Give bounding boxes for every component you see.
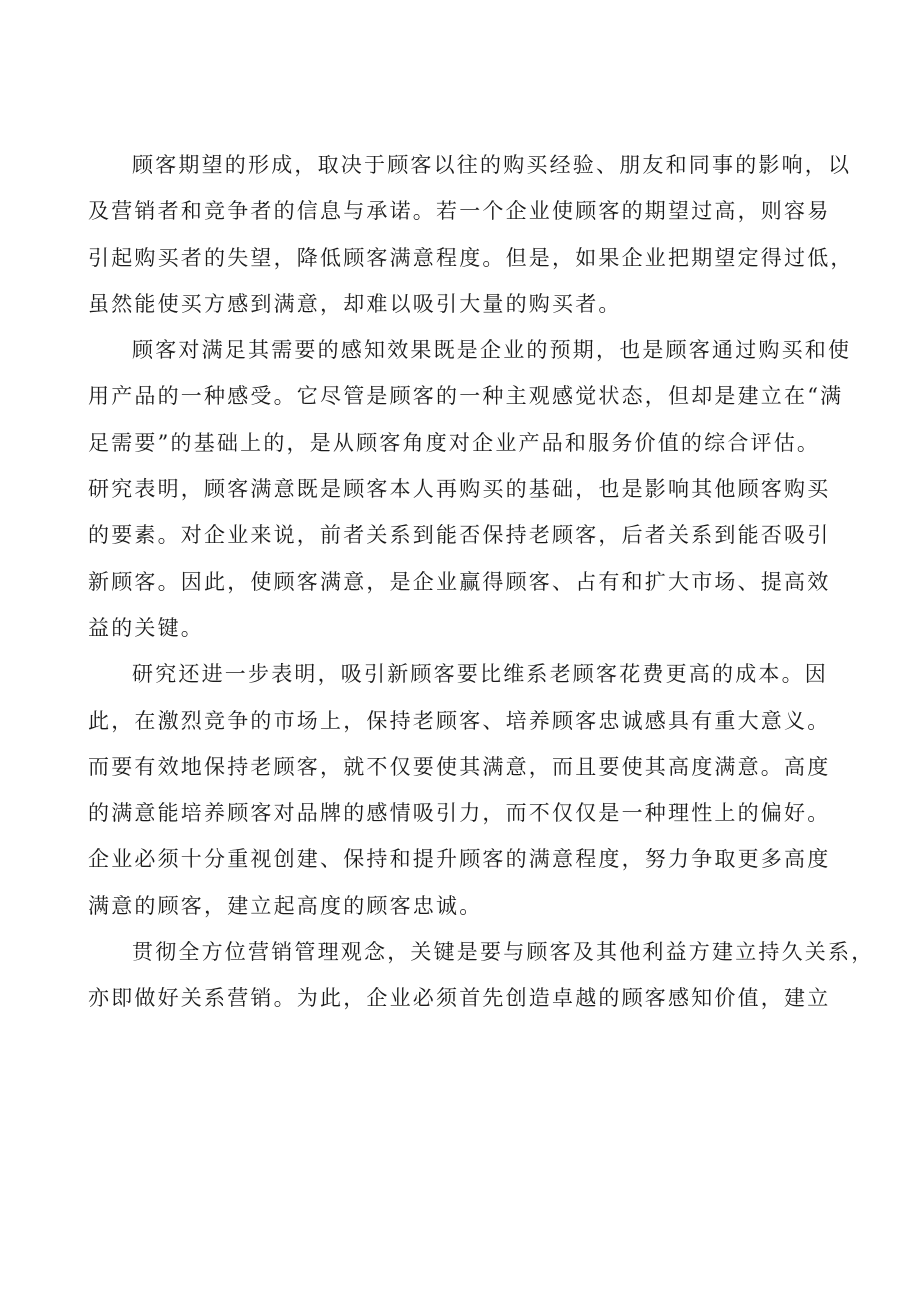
text-line: 而要有效地保持老顾客，就不仅要使其满意，而且要使其高度满意。高度	[88, 754, 831, 779]
text-line: 虽然能使买方感到满意，却难以吸引大量的购买者。	[88, 291, 622, 316]
paragraph-1	[88, 142, 854, 327]
text-line: 满意的顾客，建立起高度的顾客忠诚。	[88, 893, 483, 918]
paragraph-2	[88, 327, 852, 651]
text-line: 的要素。对企业来说，前者关系到能否保持老顾客，后者关系到能否吸引	[88, 523, 831, 548]
document-body	[88, 142, 875, 1022]
paragraph-3	[88, 651, 844, 929]
text-line: 贯彻全方位营销管理观念，关键是要与顾客及其他利益方建立持久关系，	[132, 940, 875, 965]
text-line: 顾客对满足其需要的感知效果既是企业的预期，也是顾客通过购买和使	[132, 338, 852, 363]
text-line: 顾客期望的形成，取决于顾客以往的购买经验、朋友和同事的影响，以	[132, 153, 852, 177]
text-line: 用产品的一种感受。它尽管是顾客的一种主观感觉状态，但却是建立在“满	[88, 384, 844, 409]
text-line: 此，在激烈竞争的市场上，保持老顾客、培养顾客忠诚感具有重大意义。	[88, 708, 831, 733]
text-line: 研究还进一步表明，吸引新顾客要比维系老顾客花费更高的成本。因	[132, 662, 828, 687]
text-line: 亦即做好关系营销。为此，企业必须首先创造卓越的顾客感知价值，建立	[88, 986, 831, 1011]
text-line: 新顾客。因此，使顾客满意，是企业赢得顾客、占有和扩大市场、提高效	[88, 569, 831, 594]
text-line: 引起购买者的失望，降低顾客满意程度。但是，如果企业把期望定得过低，	[88, 245, 854, 270]
text-line: 研究表明，顾客满意既是顾客本人再购买的基础，也是影响其他顾客购买	[88, 477, 831, 502]
text-line: 益的关键。	[88, 615, 204, 640]
text-line: 企业必须十分重视创建、保持和提升顾客的满意程度，努力争取更多高度	[88, 847, 831, 872]
text-line: 的满意能培养顾客对品牌的感情吸引力，而不仅仅是一种理性上的偏好。	[88, 801, 831, 826]
text-line: 及营销者和竞争者的信息与承诺。若一个企业使顾客的期望过高，则容易	[88, 199, 831, 224]
paragraph-4	[88, 929, 875, 1022]
text-line: 足需要”的基础上的，是从顾客角度对企业产品和服务价值的综合评估。	[88, 430, 821, 455]
